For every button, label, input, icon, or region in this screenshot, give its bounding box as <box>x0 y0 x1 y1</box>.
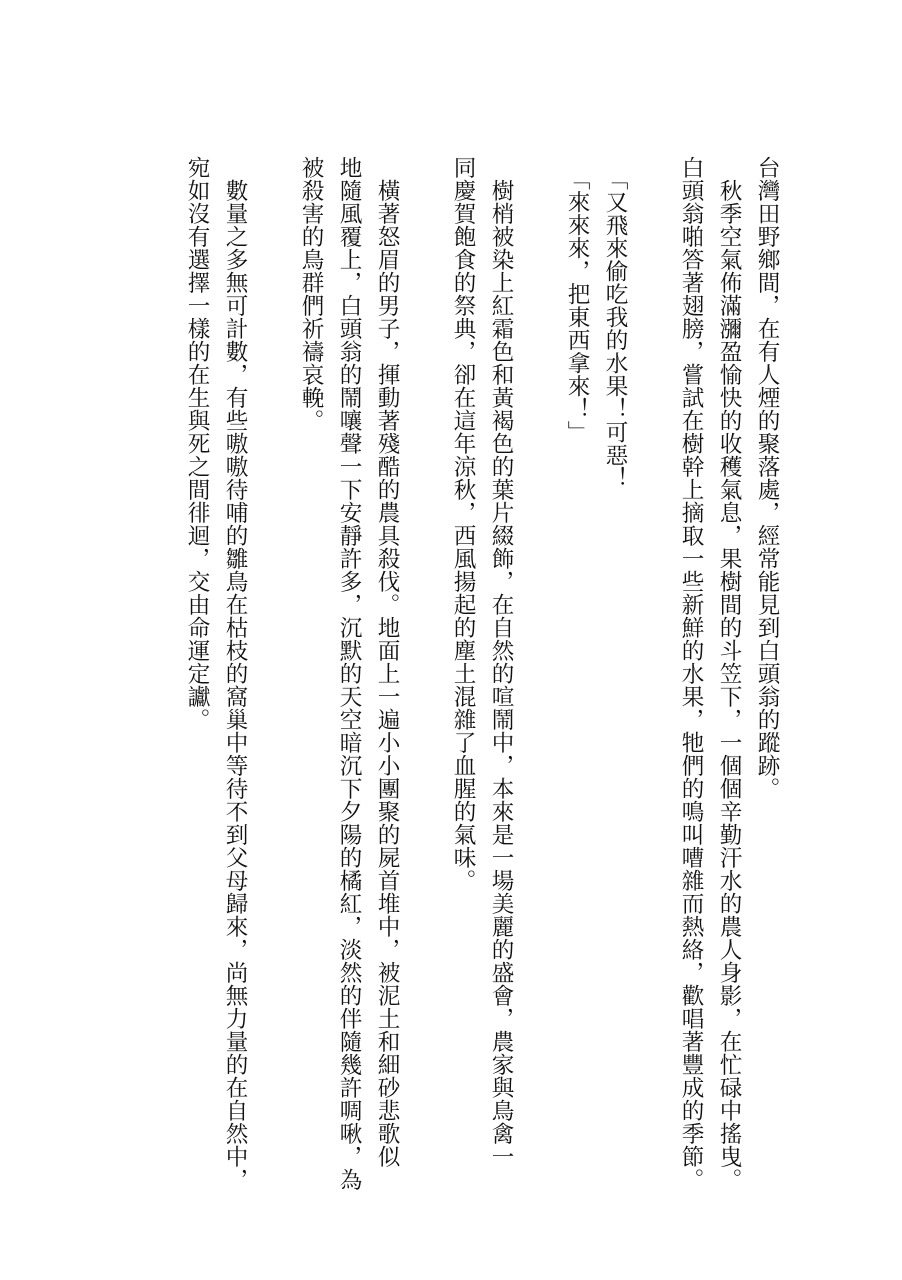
text-line-13: 被殺害的鳥群們祈禱哀輓。 <box>298 156 324 432</box>
text-line-12: 地隨風覆上，白頭翁的鬧嚷聲一下安靜許多，沉默的天空暗沉下夕陽的橘紅，淡然的伴隨幾許啁啾，為 <box>336 156 362 1191</box>
text-line-3: 白頭翁啪答著翅膀，嘗試在樹幹上摘取一些新鮮的水果，牠們的鳴叫嘈雜而熱絡，歡唱著豐成的季節。 <box>678 156 704 1191</box>
text-line-5: 「又飛來偷吃我的水果！可惡！ <box>602 156 628 490</box>
text-line-9: 同慶賀飽食的祭典，卻在這年涼秋，西風揚起的塵土混雜了血腥的氣味。 <box>450 156 476 892</box>
text-line-15: 數量之多無可計數，有些嗷嗷待哺的雛鳥在枯枝的窩巢中等待不到父母歸來，尚無力量的在自然中， <box>222 156 248 1191</box>
text-line-11: 橫著怒眉的男子，揮動著殘酷的農具殺伐。地面上一遍小小團聚的屍首堆中，被泥土和細砂悲歌似 <box>374 156 400 1168</box>
text-line-16: 宛如沒有選擇一樣的在生與死之間徘迴，交由命運定讞。 <box>184 156 210 731</box>
text-line-6: 「來來來，把東西拿來！」 <box>564 156 590 444</box>
text-line-2: 秋季空氣佈滿瀰盈愉快的收穫氣息，果樹間的斗笠下，一個個辛勤汗水的農人身影，在忙碌中搖曳。 <box>716 156 742 1191</box>
text-line-1: 台灣田野鄉間，在有人煙的聚落處，經常能見到白頭翁的蹤跡。 <box>754 156 780 800</box>
text-line-8: 樹梢被染上紅霜色和黃褐色的葉片綴飾，在自然的喧鬧中，本來是一場美麗的盛會，農家與鳥禽一 <box>488 156 514 1168</box>
